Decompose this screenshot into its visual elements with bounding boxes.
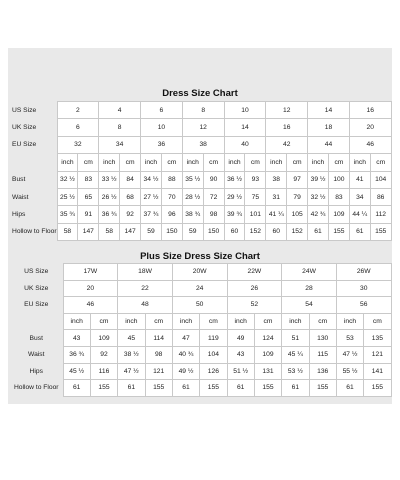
- unit-cell: inch: [308, 154, 329, 171]
- measurement-cell: 60: [266, 223, 287, 240]
- measurement-cell: 92: [120, 206, 141, 223]
- unit-cell: cm: [309, 313, 336, 330]
- measurement-cell: 124: [254, 330, 281, 347]
- measurement-cell: 97: [287, 171, 308, 188]
- eu-size-cell: 56: [336, 297, 391, 314]
- unit-cell: inch: [224, 154, 245, 171]
- measurement-label: Hips: [10, 206, 57, 223]
- measurement-cell: 93: [245, 171, 266, 188]
- measurement-cell: 90: [203, 171, 224, 188]
- eu-size-cell: 32: [57, 136, 99, 153]
- measurement-row: [10, 380, 391, 397]
- measurement-cell: 91: [78, 206, 99, 223]
- unit-cell: cm: [245, 154, 266, 171]
- dress-chart-title: Dress Size Chart: [162, 88, 238, 99]
- measurement-cell: 47 ½: [118, 363, 145, 380]
- uk-size-label: UK Size: [10, 280, 63, 297]
- eu-size-cell: 42: [266, 136, 308, 153]
- uk-size-cell: 20: [349, 119, 391, 136]
- unit-cell: inch: [99, 154, 120, 171]
- uk-size-cell: 24: [172, 280, 227, 297]
- unit-cell: cm: [90, 313, 117, 330]
- unit-cell: inch: [336, 313, 363, 330]
- eu-size-cell: 36: [141, 136, 183, 153]
- measurement-cell: 88: [161, 171, 182, 188]
- us-size-cell: 12: [266, 102, 308, 119]
- measurement-cell: 61: [282, 380, 309, 397]
- measurement-cell: 51 ½: [227, 363, 254, 380]
- eu-size-row: [10, 136, 391, 153]
- eu-size-cell: 46: [63, 297, 118, 314]
- measurement-cell: 58: [99, 223, 120, 240]
- us-size-cell: 18W: [118, 264, 173, 281]
- measurement-cell: 84: [120, 171, 141, 188]
- measurement-label: Hips: [10, 363, 63, 380]
- measurement-cell: 42 ¾: [308, 206, 329, 223]
- eu-size-cell: 34: [99, 136, 141, 153]
- measurement-cell: 53 ½: [282, 363, 309, 380]
- unit-cell: cm: [287, 154, 308, 171]
- measurement-cell: 101: [245, 206, 266, 223]
- uk-size-row: [10, 280, 391, 297]
- measurement-cell: 35 ¾: [57, 206, 78, 223]
- measurement-cell: 141: [364, 363, 391, 380]
- measurement-cell: 83: [78, 171, 99, 188]
- unit-cell: cm: [161, 154, 182, 171]
- measurement-cell: 36 ½: [224, 171, 245, 188]
- measurement-cell: 155: [364, 380, 391, 397]
- us-size-row: [10, 264, 391, 281]
- measurement-cell: 61: [118, 380, 145, 397]
- measurement-cell: 27 ½: [141, 188, 162, 205]
- us-size-label: US Size: [10, 102, 57, 119]
- uk-size-cell: 6: [57, 119, 99, 136]
- us-size-cell: 8: [182, 102, 224, 119]
- eu-size-cell: 38: [182, 136, 224, 153]
- measurement-cell: 114: [145, 330, 172, 347]
- measurement-label: Hollow to Floor: [10, 380, 63, 397]
- measurement-cell: 75: [245, 188, 266, 205]
- measurement-cell: 36 ¾: [99, 206, 120, 223]
- measurement-cell: 61: [227, 380, 254, 397]
- uk-size-cell: 26: [227, 280, 282, 297]
- unit-cell: inch: [141, 154, 162, 171]
- measurement-cell: 65: [78, 188, 99, 205]
- measurement-row: [10, 206, 391, 223]
- eu-size-cell: 52: [227, 297, 282, 314]
- eu-size-cell: 46: [349, 136, 391, 153]
- measurement-cell: 83: [328, 188, 349, 205]
- measurement-cell: 70: [161, 188, 182, 205]
- measurement-cell: 39 ½: [308, 171, 329, 188]
- unit-cell: cm: [145, 313, 172, 330]
- measurement-cell: 150: [203, 223, 224, 240]
- measurement-cell: 45 ½: [63, 363, 90, 380]
- measurement-cell: 59: [182, 223, 203, 240]
- measurement-cell: 59: [141, 223, 162, 240]
- us-size-cell: 6: [141, 102, 183, 119]
- unit-cell: inch: [57, 154, 78, 171]
- measurement-cell: 32 ½: [57, 171, 78, 188]
- measurement-cell: 152: [245, 223, 266, 240]
- us-size-row: [10, 102, 391, 119]
- eu-size-label: EU Size: [10, 136, 57, 153]
- uk-size-row: [10, 119, 391, 136]
- uk-size-cell: 22: [118, 280, 173, 297]
- measurement-cell: 55 ½: [336, 363, 363, 380]
- measurement-cell: 32 ½: [308, 188, 329, 205]
- measurement-cell: 61: [308, 223, 329, 240]
- unit-cell: cm: [200, 313, 227, 330]
- us-size-cell: 14: [308, 102, 350, 119]
- measurement-cell: 109: [90, 330, 117, 347]
- measurement-cell: 119: [200, 330, 227, 347]
- uk-size-cell: 8: [99, 119, 141, 136]
- uk-size-cell: 30: [336, 280, 391, 297]
- measurement-cell: 36 ¾: [63, 346, 90, 363]
- unit-cell: inch: [266, 154, 287, 171]
- measurement-row: [10, 346, 391, 363]
- measurement-cell: 40 ¾: [172, 346, 199, 363]
- measurement-cell: 31: [266, 188, 287, 205]
- unit-cell: inch: [118, 313, 145, 330]
- measurement-cell: 155: [328, 223, 349, 240]
- measurement-cell: 86: [370, 188, 391, 205]
- eu-size-label: EU Size: [10, 297, 63, 314]
- measurement-cell: 100: [328, 171, 349, 188]
- measurement-cell: 29 ½: [224, 188, 245, 205]
- measurement-cell: 104: [370, 171, 391, 188]
- uk-size-cell: 20: [63, 280, 118, 297]
- measurement-cell: 47: [172, 330, 199, 347]
- measurement-cell: 38 ¾: [182, 206, 203, 223]
- unit-cell: cm: [364, 313, 391, 330]
- measurement-cell: 98: [145, 346, 172, 363]
- unit-cell: inch: [349, 154, 370, 171]
- us-size-cell: 26W: [336, 264, 391, 281]
- measurement-cell: 41 ¼: [266, 206, 287, 223]
- unit-cell: cm: [254, 313, 281, 330]
- measurement-cell: 98: [203, 206, 224, 223]
- us-size-cell: 17W: [63, 264, 118, 281]
- measurement-cell: 49 ½: [172, 363, 199, 380]
- measurement-cell: 147: [120, 223, 141, 240]
- measurement-cell: 53: [336, 330, 363, 347]
- measurement-cell: 47 ½: [336, 346, 363, 363]
- measurement-cell: 34: [349, 188, 370, 205]
- measurement-cell: 61: [349, 223, 370, 240]
- measurement-label: Bust: [10, 330, 63, 347]
- measurement-cell: 121: [364, 346, 391, 363]
- measurement-label: Hollow to Floor: [10, 223, 57, 240]
- measurement-cell: 79: [287, 188, 308, 205]
- us-size-label: US Size: [10, 264, 63, 281]
- measurement-cell: 61: [172, 380, 199, 397]
- measurement-cell: 135: [364, 330, 391, 347]
- measurement-row: [10, 330, 391, 347]
- us-size-cell: 24W: [282, 264, 337, 281]
- measurement-row: [10, 223, 391, 240]
- eu-size-row: [10, 297, 391, 314]
- eu-size-cell: 48: [118, 297, 173, 314]
- unit-row: [10, 313, 391, 330]
- measurement-cell: 131: [254, 363, 281, 380]
- measurement-cell: 150: [161, 223, 182, 240]
- measurement-cell: 35 ½: [182, 171, 203, 188]
- measurement-cell: 155: [145, 380, 172, 397]
- unit-cell: inch: [227, 313, 254, 330]
- uk-size-cell: 10: [141, 119, 183, 136]
- measurement-cell: 155: [90, 380, 117, 397]
- us-size-cell: 4: [99, 102, 141, 119]
- measurement-cell: 44 ¼: [349, 206, 370, 223]
- measurement-row: [10, 171, 391, 188]
- measurement-cell: 96: [161, 206, 182, 223]
- measurement-cell: 116: [90, 363, 117, 380]
- measurement-cell: 105: [287, 206, 308, 223]
- measurement-cell: 109: [254, 346, 281, 363]
- unit-cell: inch: [282, 313, 309, 330]
- unit-cell: cm: [120, 154, 141, 171]
- measurement-cell: 68: [120, 188, 141, 205]
- measurement-cell: 155: [370, 223, 391, 240]
- us-size-cell: 2: [57, 102, 99, 119]
- measurement-cell: 121: [145, 363, 172, 380]
- measurement-label: Waist: [10, 188, 57, 205]
- measurement-cell: 147: [78, 223, 99, 240]
- measurement-cell: 126: [200, 363, 227, 380]
- measurement-cell: 43: [63, 330, 90, 347]
- us-size-cell: 16: [349, 102, 391, 119]
- measurement-cell: 45: [118, 330, 145, 347]
- measurement-label: Bust: [10, 171, 57, 188]
- eu-size-cell: 50: [172, 297, 227, 314]
- uk-size-cell: 28: [282, 280, 337, 297]
- measurement-cell: 92: [90, 346, 117, 363]
- measurement-cell: 72: [203, 188, 224, 205]
- us-size-cell: 22W: [227, 264, 282, 281]
- unit-cell: cm: [328, 154, 349, 171]
- measurement-cell: 49: [227, 330, 254, 347]
- unit-cell: inch: [63, 313, 90, 330]
- uk-size-cell: 14: [224, 119, 266, 136]
- unit-cell: cm: [203, 154, 224, 171]
- measurement-row: [10, 363, 391, 380]
- measurement-cell: 25 ½: [57, 188, 78, 205]
- measurement-cell: 58: [57, 223, 78, 240]
- measurement-cell: 28 ½: [182, 188, 203, 205]
- measurement-cell: 155: [254, 380, 281, 397]
- measurement-cell: 152: [287, 223, 308, 240]
- measurement-cell: 61: [336, 380, 363, 397]
- uk-size-cell: 12: [182, 119, 224, 136]
- eu-size-cell: 54: [282, 297, 337, 314]
- dress-size-table: [10, 101, 392, 241]
- measurement-cell: 34 ½: [141, 171, 162, 188]
- measurement-label: Waist: [10, 346, 63, 363]
- us-size-cell: 20W: [172, 264, 227, 281]
- plus-chart-title: Plus Size Dress Size Chart: [140, 251, 260, 262]
- measurement-cell: 39 ¾: [224, 206, 245, 223]
- unit-row-corner: [10, 154, 57, 171]
- measurement-cell: 33 ½: [99, 171, 120, 188]
- measurement-cell: 38: [266, 171, 287, 188]
- measurement-cell: 104: [200, 346, 227, 363]
- measurement-row: [10, 188, 391, 205]
- measurement-cell: 26 ½: [99, 188, 120, 205]
- eu-size-cell: 40: [224, 136, 266, 153]
- measurement-cell: 61: [63, 380, 90, 397]
- measurement-cell: 115: [309, 346, 336, 363]
- plus-size-table: [10, 263, 392, 397]
- measurement-cell: 130: [309, 330, 336, 347]
- uk-size-cell: 16: [266, 119, 308, 136]
- measurement-cell: 136: [309, 363, 336, 380]
- unit-row: [10, 154, 391, 171]
- measurement-cell: 155: [200, 380, 227, 397]
- uk-size-label: UK Size: [10, 119, 57, 136]
- measurement-cell: 45 ¼: [282, 346, 309, 363]
- uk-size-cell: 18: [308, 119, 350, 136]
- measurement-cell: 51: [282, 330, 309, 347]
- measurement-cell: 38 ½: [118, 346, 145, 363]
- unit-cell: inch: [172, 313, 199, 330]
- measurement-cell: 41: [349, 171, 370, 188]
- measurement-cell: 109: [328, 206, 349, 223]
- unit-cell: inch: [182, 154, 203, 171]
- unit-row-corner: [10, 313, 63, 330]
- measurement-cell: 43: [227, 346, 254, 363]
- eu-size-cell: 44: [308, 136, 350, 153]
- unit-cell: cm: [370, 154, 391, 171]
- measurement-cell: 112: [370, 206, 391, 223]
- us-size-cell: 10: [224, 102, 266, 119]
- measurement-cell: 155: [309, 380, 336, 397]
- measurement-cell: 60: [224, 223, 245, 240]
- unit-cell: cm: [78, 154, 99, 171]
- measurement-cell: 37 ¾: [141, 206, 162, 223]
